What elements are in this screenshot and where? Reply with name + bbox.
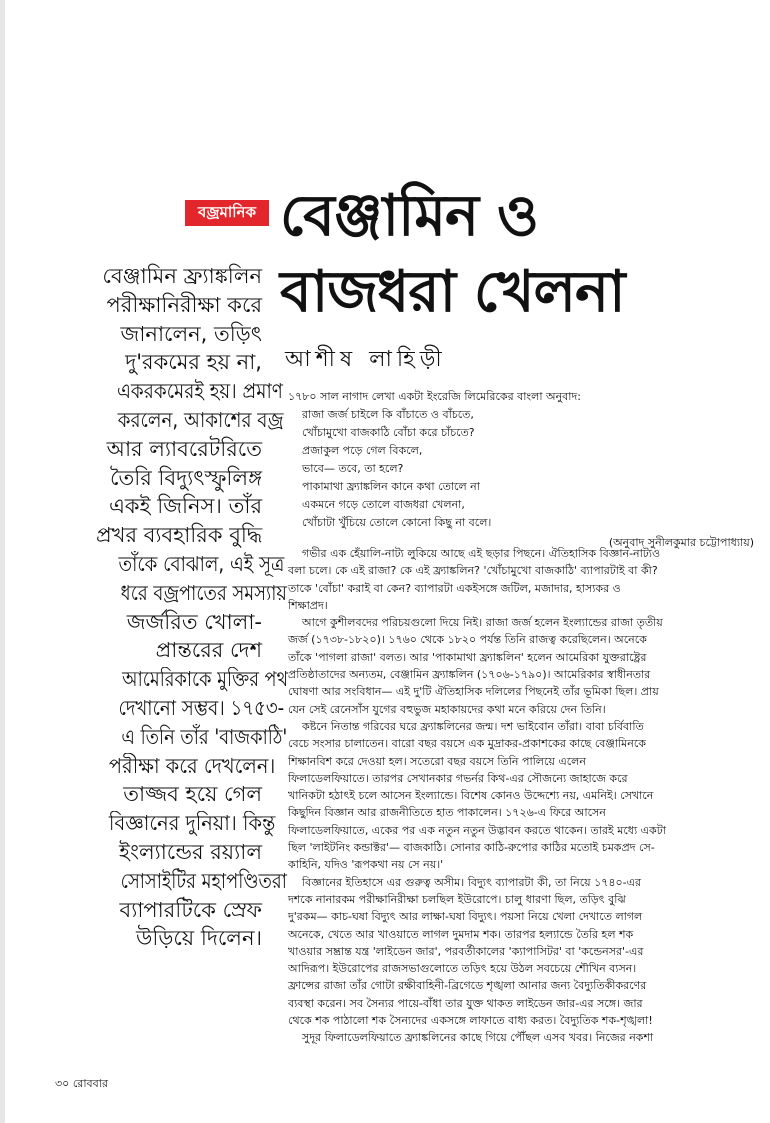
pull-quote-line: সোসাইটির মহাপণ্ডিতরা — [120, 868, 287, 893]
poem-line: প্রজাকুল পড়ে গেল বিকলে, — [302, 444, 423, 457]
headline-line: বেঞ্জামিন ও — [280, 183, 538, 249]
body-line: শিক্ষানবিশ করে দেওয়া হল। সতেরো বছর বয়সে তিনি পালিয়ে এলেন — [288, 754, 586, 768]
page-edge-strip — [0, 0, 5, 1123]
body-line: বলা চলে। কে এই রাজা? কে এই ফ্র্যাঙ্কলিন? 'খোঁচামুখো বাজকাঠি' ব্যাপারটাই বা কী? — [288, 564, 658, 578]
body-line: কিছুদিন বিজ্ঞান আর রাজনীতিতে হাত পাকালেন। ১৭২৬-এ ফিরে আসেন — [288, 806, 606, 820]
body-line: কাহিনি, যদিও 'রূপকথা নয় সে নয়।' — [288, 858, 444, 872]
pull-quote-line: ইংল্যান্ডের রয়্যাল — [119, 839, 262, 864]
pull-quote-line: প্রখর ব্যবহারিক বুদ্ধি — [96, 523, 263, 548]
pull-quote-line: একরকমেরই হয়। প্রমাণ — [116, 379, 283, 404]
pull-quote-line: তাঁকে বোঝাল, এই সূত্র — [118, 551, 285, 576]
author-byline: আশীষ লাহিড়ী — [285, 347, 447, 372]
pull-quote-line: ধরে বজ্রপাতের সমস্যায় — [120, 580, 287, 605]
body-line: দু'রকম— কাচ-ঘষা বিদ্যুৎ আর লাক্ষা-ঘষা বিদ্যুৎ। পয়সা নিয়ে খেলা দেখাতে লাগল — [288, 910, 643, 924]
body-line: তাকে 'বোঁচা' করাই বা কেন? ব্যাপারটা একইসঙ্গে জটিল, মজাদার, হাস্যকর ও — [288, 581, 621, 595]
section-tag: বজ্রমানিক — [185, 200, 269, 226]
page-footer — [55, 1075, 108, 1094]
pull-quote — [96, 262, 289, 953]
body-line: প্রতিষ্ঠাতাদের অন্যতম, বেঞ্জামিন ফ্র্যাঙ্কলিন (১৭০৬-১৭৯০)। আমেরিকার স্বাধীনতার — [288, 668, 651, 682]
pull-quote-line: পরীক্ষা করে দেখলেন। — [108, 753, 276, 778]
body-line: ছিল 'লাইটনিং কন্ডাক্টর'— বাজকাঠি। সোনার কাঠি-রুপোর কাঠির মতোই চমকপ্রদ সে- — [288, 841, 655, 855]
body-line: সুদূর ফিলাডেলফিয়াতে ফ্র্যাঙ্কলিনের কাছে গিয়ে পৌঁছল এসব খবর। নিজের নকশা — [302, 1031, 654, 1045]
poem-line: পাকামাথা ফ্র্যাঙ্কলিন কানে কথা তোলে না — [302, 480, 480, 493]
poem-line: রাজা জর্জ চাইলে কি বাঁচাতে ও বাঁচতে, — [302, 408, 474, 421]
body-line: অনেকে, খেতে আর খাওয়াতে লাগল দুমদাম শক। তারপর হল্যান্ডে তৈরি হল শক — [288, 927, 634, 941]
pull-quote-line: জর্জরিত খোলা- — [126, 609, 262, 634]
pull-quote-line: আমেরিকাকে মুক্তির পথ — [122, 667, 289, 692]
pull-quote-line: এ তিনি তাঁর 'বাজকাঠি' — [121, 724, 288, 749]
pull-quote-line: পরীক্ষানিরীক্ষা করে — [106, 292, 262, 317]
article-body — [288, 545, 758, 1047]
translation-credit: (অনুবাদ সুনীলকুমার চট্টোপাধ্যায়) — [608, 536, 754, 549]
poem-intro: ১৭৮০ সাল নাগাদ লেখা একটা ইংরেজি লিমেরিকের বাংলা অনুবাদ: — [288, 390, 581, 403]
body-line: খানিকটা হঠাৎই চলে আসেন ইংল্যান্ডে। বিশেষ কোনও উদ্দেশ্যে নয়, এমনিই। সেখানে — [288, 789, 654, 803]
body-line: বিজ্ঞানের ইতিহাসে এর গুরুত্ব অসীম। বিদ্যুৎ ব্যাপারটা কী, তা নিয়ে ১৭৪০-এর — [302, 875, 642, 889]
page-number: ৩০ — [55, 1077, 70, 1090]
pull-quote-line: বেঞ্জামিন ফ্র্যাঙ্কলিন — [102, 264, 262, 288]
body-line: বেচে সংসার চালাতেন। বারো বছর বয়সে এক মুদ্রাকর-প্রকাশকের কাছে বেঞ্জামিনকে — [288, 737, 646, 751]
poem-lines — [288, 406, 758, 532]
body-line: আগে কুশীলবদের পরিচয়গুলো দিয়ে নিই। রাজা জর্জ হলেন ইংল্যান্ডের রাজা তৃতীয় — [302, 616, 663, 630]
body-line: ঘোষণা আর সংবিধান— এই দু'টি ঐতিহাসিক দলিলের পিছনেই তাঁর ভূমিকা ছিল। প্রায় — [288, 685, 659, 699]
pull-quote-line: বিজ্ঞানের দুনিয়া। কিন্তু — [108, 811, 276, 836]
body-line: থেকে শক পাঠালো শক সৈন্যদের একসঙ্গে লাফাতে বাধ্য করত। বৈদ্যুতিক শক-শৃঙ্খলা! — [288, 1014, 653, 1028]
pull-quote-line: দু'রকমের হয় না, — [125, 350, 262, 375]
body-line: ফিলাডেলফিয়াতে। তারপর সেখানকার গভর্নর কিথ-এর সৌজন্যে জাহাজে করে — [288, 771, 628, 785]
article-headline — [280, 178, 765, 330]
body-line: শিক্ষাপ্রদ। — [288, 598, 328, 612]
body-line: তাঁকে 'পাগলা রাজা' বলত। আর 'পাকামাথা ফ্র্যাঙ্কলিন' হলেন আমেরিকা যুক্তরাষ্ট্রের — [288, 650, 647, 664]
pull-quote-line: জানালেন, তড়িৎ — [120, 321, 262, 346]
limerick-block — [288, 388, 758, 552]
body-line: আদিরূপ। ইউরোপের রাজসভাগুলোতে তড়িৎ হয়ে উঠল সবচেয়ে শৌখিন ব্যসন। — [288, 962, 637, 976]
body-line: জর্জ (১৭৩৮-১৮২০)। ১৭৬০ থেকে ১৮২০ পর্যন্ত তিনি রাজত্ব করেছিলেন। অনেকে — [288, 633, 647, 647]
pull-quote-line: একই জিনিস। তাঁর — [108, 494, 262, 519]
pull-quote-line: তাজ্জব হয়ে গেল — [123, 782, 262, 807]
poem-line: ভাবে— তবে, তা হলে? — [302, 462, 404, 475]
pull-quote-line: ব্যাপারটিকে স্রেফ — [119, 897, 262, 922]
body-line: খাওয়ার সম্ভ্রান্ত যন্ত্র 'লাইডেন জার', পরবর্তীকালের 'ক্যাপাসিটর' বা 'কন্ডেনসর'-এর — [288, 944, 644, 958]
body-line: দশকে নানারকম পরীক্ষানিরীক্ষা চলছিল ইউরোপে। চালু ধারণা ছিল, তড়িৎ বুঝি — [288, 892, 626, 906]
body-line: ফ্রান্সের রাজা তাঁর গোটা রক্ষীবাহিনী-ব্রিগেডে শৃঙ্খলা আনার জন্য বৈদ্যুতিকীকরণের — [288, 979, 647, 993]
pull-quote-line: তৈরি বিদ্যুৎস্ফুলিঙ্গ — [109, 465, 262, 490]
pull-quote-line: দেখানো সম্ভব। ১৭৫৩- — [118, 695, 285, 720]
headline-line: বাজধরা খেলনা — [280, 259, 625, 325]
poem-line: খোঁচাটা খুঁচিয়ে তোলে কোনো কিছু না বলে। — [302, 516, 492, 529]
pull-quote-line: প্রান্তরের দেশ — [155, 638, 262, 663]
body-line: যেন সেই রেনেসাঁস যুগের বহুভুজ মহাকায়দের কথা মনে করিয়ে দেন তিনি। — [288, 702, 606, 716]
poem-line: খোঁচামুখো বাজকাঠি বোঁচা করে চাঁচতে? — [302, 426, 475, 439]
magazine-name: রোববার — [72, 1077, 109, 1090]
pull-quote-line: করলেন, আকাশের বজ্র — [117, 407, 284, 432]
body-line: গভীর এক হেঁয়ালি-নাট্য লুকিয়ে আছে এই ছড়ার পিছনে। ঐতিহাসিক বিজ্ঞান-নাট্যও — [302, 547, 661, 560]
body-line: ব্যবস্থা করেন। সব সৈন্যর পায়ে-বাঁধা তার যুক্ত থাকত লাইডেন জার-এর সঙ্গে। জার — [288, 996, 643, 1010]
poem-line: একমনে গড়ে তোলে বাজধরা খেলনা, — [302, 498, 465, 511]
pull-quote-line: আর ল্যাবরেটরিতে — [106, 436, 262, 461]
body-line: কষ্টনে নিতান্ত গরিবের ঘরে ফ্র্যাঙ্কলিনের জন্ম। দশ ভাইবোন তাঁরা। বাবা চর্বিবাতি — [302, 719, 644, 733]
body-line: ফিলাডেলফিয়াতে, একের পর এক নতুন নতুন উদ্ভাবন করতে থাকেন। তারই মধ্যে একটা — [288, 823, 666, 837]
pull-quote-line: উড়িয়ে দিলেন। — [135, 926, 262, 951]
